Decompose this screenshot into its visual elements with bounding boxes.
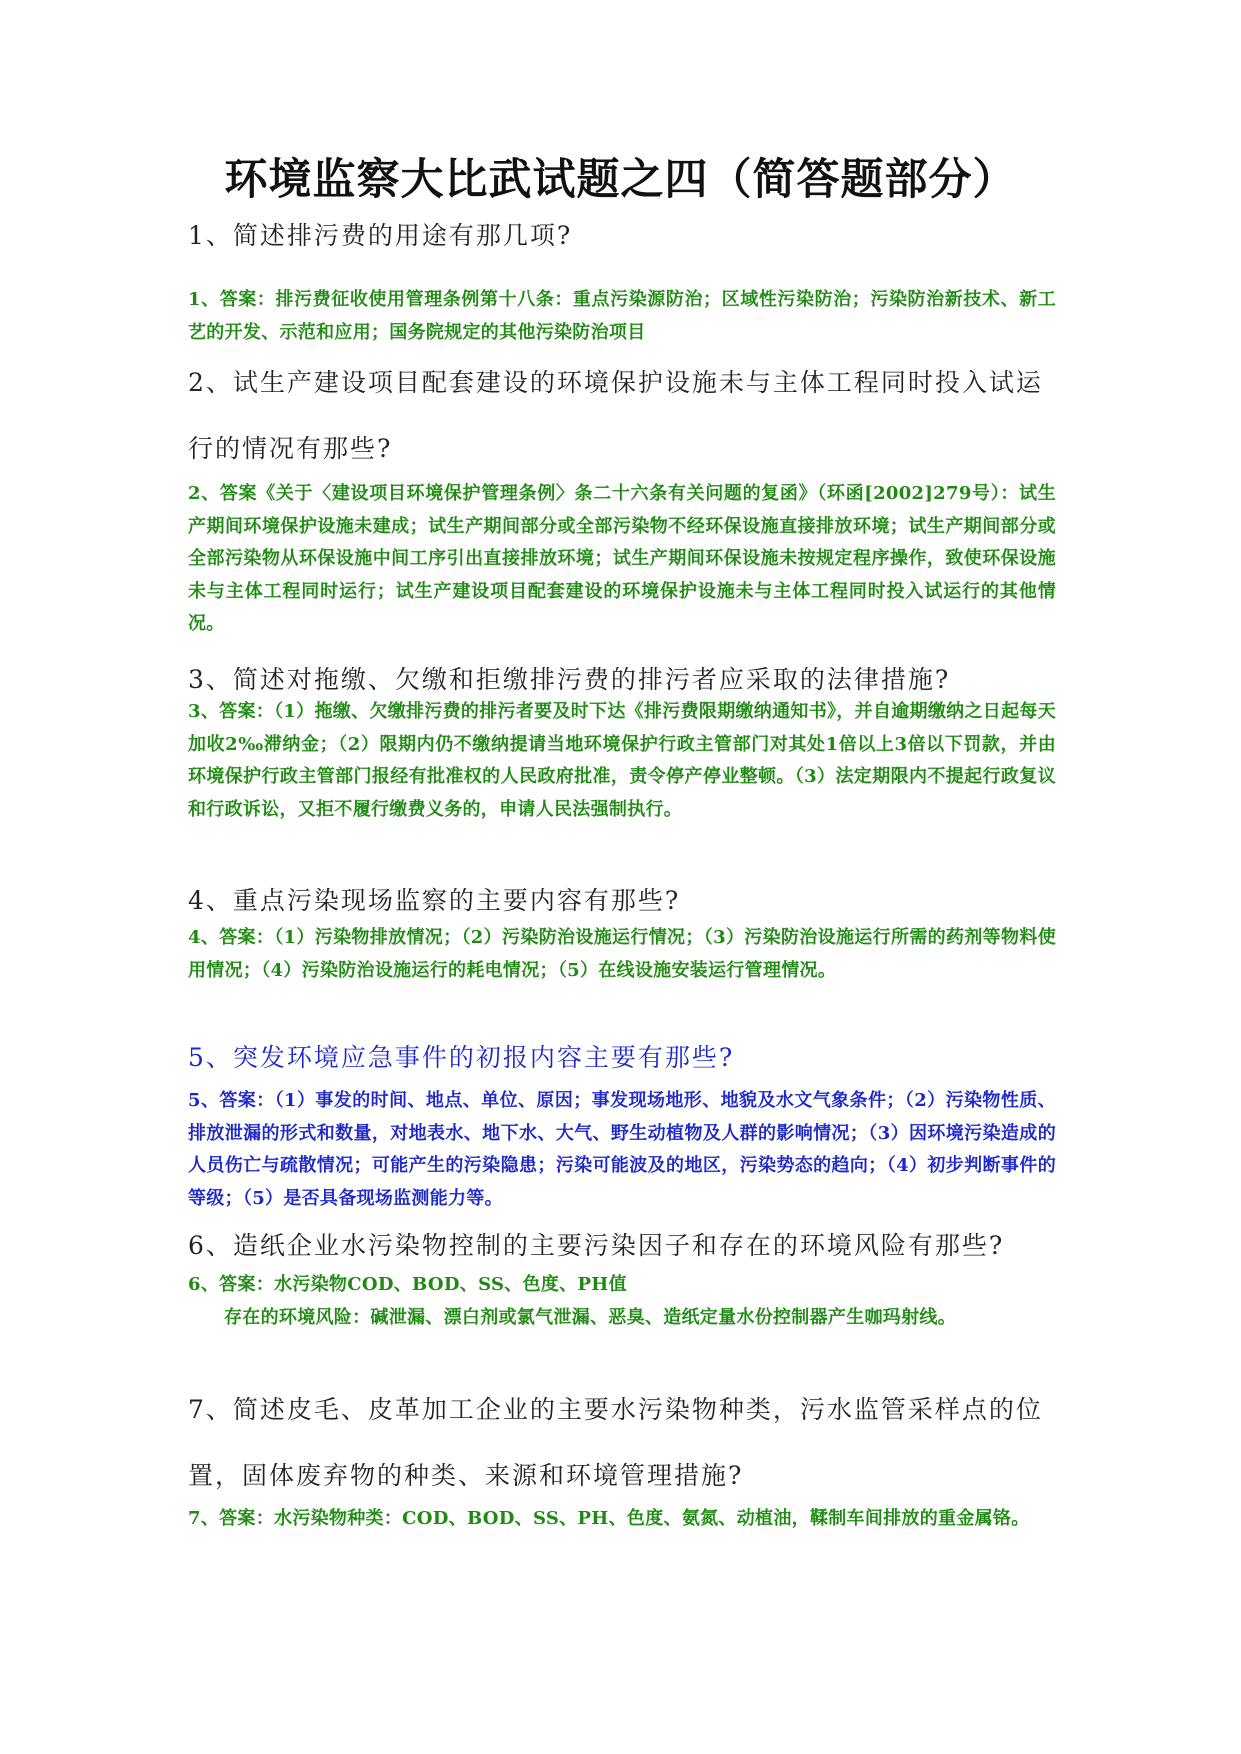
question-1: 1、简述排污费的用途有那几项? — [188, 221, 573, 250]
answer-3: 3、答案：（1）拖缴、欠缴排污费的排污者要及时下达《排污费限期缴纳通知书》，并自逾期缴纳之日起每天加收2‰滞纳金；（2）限期内仍不缴纳提请当地环境保护行政主管部门对其处1倍以上3倍以下罚款，并由环境保护行政主管部门报经有批准权的人民政府批准，责令停产停业整顿。（3）法定期限内不提起行政复议和行政诉讼，又拒不履行缴费义务的，申请人民法强制执行。 — [188, 701, 1056, 820]
question-7: 7、简述皮毛、皮革加工企业的主要水污染物种类，污水监管采样点的位置，固体废弃物的种类、来源和环境管理措施? — [188, 1395, 1043, 1490]
question-6: 6、造纸企业水污染物控制的主要污染因子和存在的环境风险有那些? — [188, 1231, 1005, 1260]
answer-1: 1、答案：排污费征收使用管理条例第十八条：重点污染源防治；区域性污染防治；污染防治新技术、新工艺的开发、示范和应用；国务院规定的其他污染防治项目 — [188, 289, 1056, 343]
answer-4: 4、答案：（1）污染物排放情况；（2）污染防治设施运行情况；（3）污染防治设施运行所需的药剂等物料使用情况；（4）污染防治设施运行的耗电情况；（5）在线设施安装运行管理情况。 — [188, 927, 1056, 981]
answer-6-line-1: 6、答案：水污染物COD、BOD、SS、色度、PH值 — [188, 1274, 627, 1295]
question-4: 4、重点污染现场监察的主要内容有那些? — [188, 886, 681, 915]
answer-6 — [188, 1269, 1056, 1334]
answer-7: 7、答案：水污染物种类：COD、BOD、SS、PH、色度、氨氮、动植油，鞣制车间排放的重金属铬。 — [188, 1508, 1030, 1529]
question-3: 3、简述对拖缴、欠缴和拒缴排污费的排污者应采取的法律措施? — [188, 665, 951, 694]
document-title: 环境监察大比武试题之四（简答题部分） — [224, 155, 1017, 205]
answer-2: 2、答案《关于〈建设项目环境保护管理条例〉条二十六条有关问题的复函》（环函[2002]279号）：试生产期间环境保护设施未建成；试生产期间部分或全部污染物不经环保设施直接排放环境；试生产期间部分或全部污染物从环保设施中间工序引出直接排放环境；试生产期间环保设施未按规定程序操作，致使环保设施未与主体工程同时运行；试生产建设项目配套建设的环境保护设施未与主体工程同时投入试运行的其他情况。 — [188, 483, 1056, 634]
question-2: 2、试生产建设项目配套建设的环境保护设施未与主体工程同时投入试运行的情况有那些? — [188, 368, 1043, 463]
answer-6-line-2: 存在的环境风险：碱泄漏、漂白剂或氯气泄漏、恶臭、造纸定量水份控制器产生咖玛射线。 — [224, 1306, 956, 1328]
question-5: 5、突发环境应急事件的初报内容主要有那些? — [188, 1043, 735, 1072]
answer-5: 5、答案：（1）事发的时间、地点、单位、原因；事发现场地形、地貌及水文气象条件；（2）污染物性质、排放泄漏的形式和数量，对地表水、地下水、大气、野生动植物及人群的影响情况；（3）因环境污染造成的人员伤亡与疏散情况；可能产生的污染隐患；污染可能波及的地区，污染势态的趋向；（4）初步判断事件的等级；（5）是否具备现场监测能力等。 — [188, 1090, 1056, 1209]
